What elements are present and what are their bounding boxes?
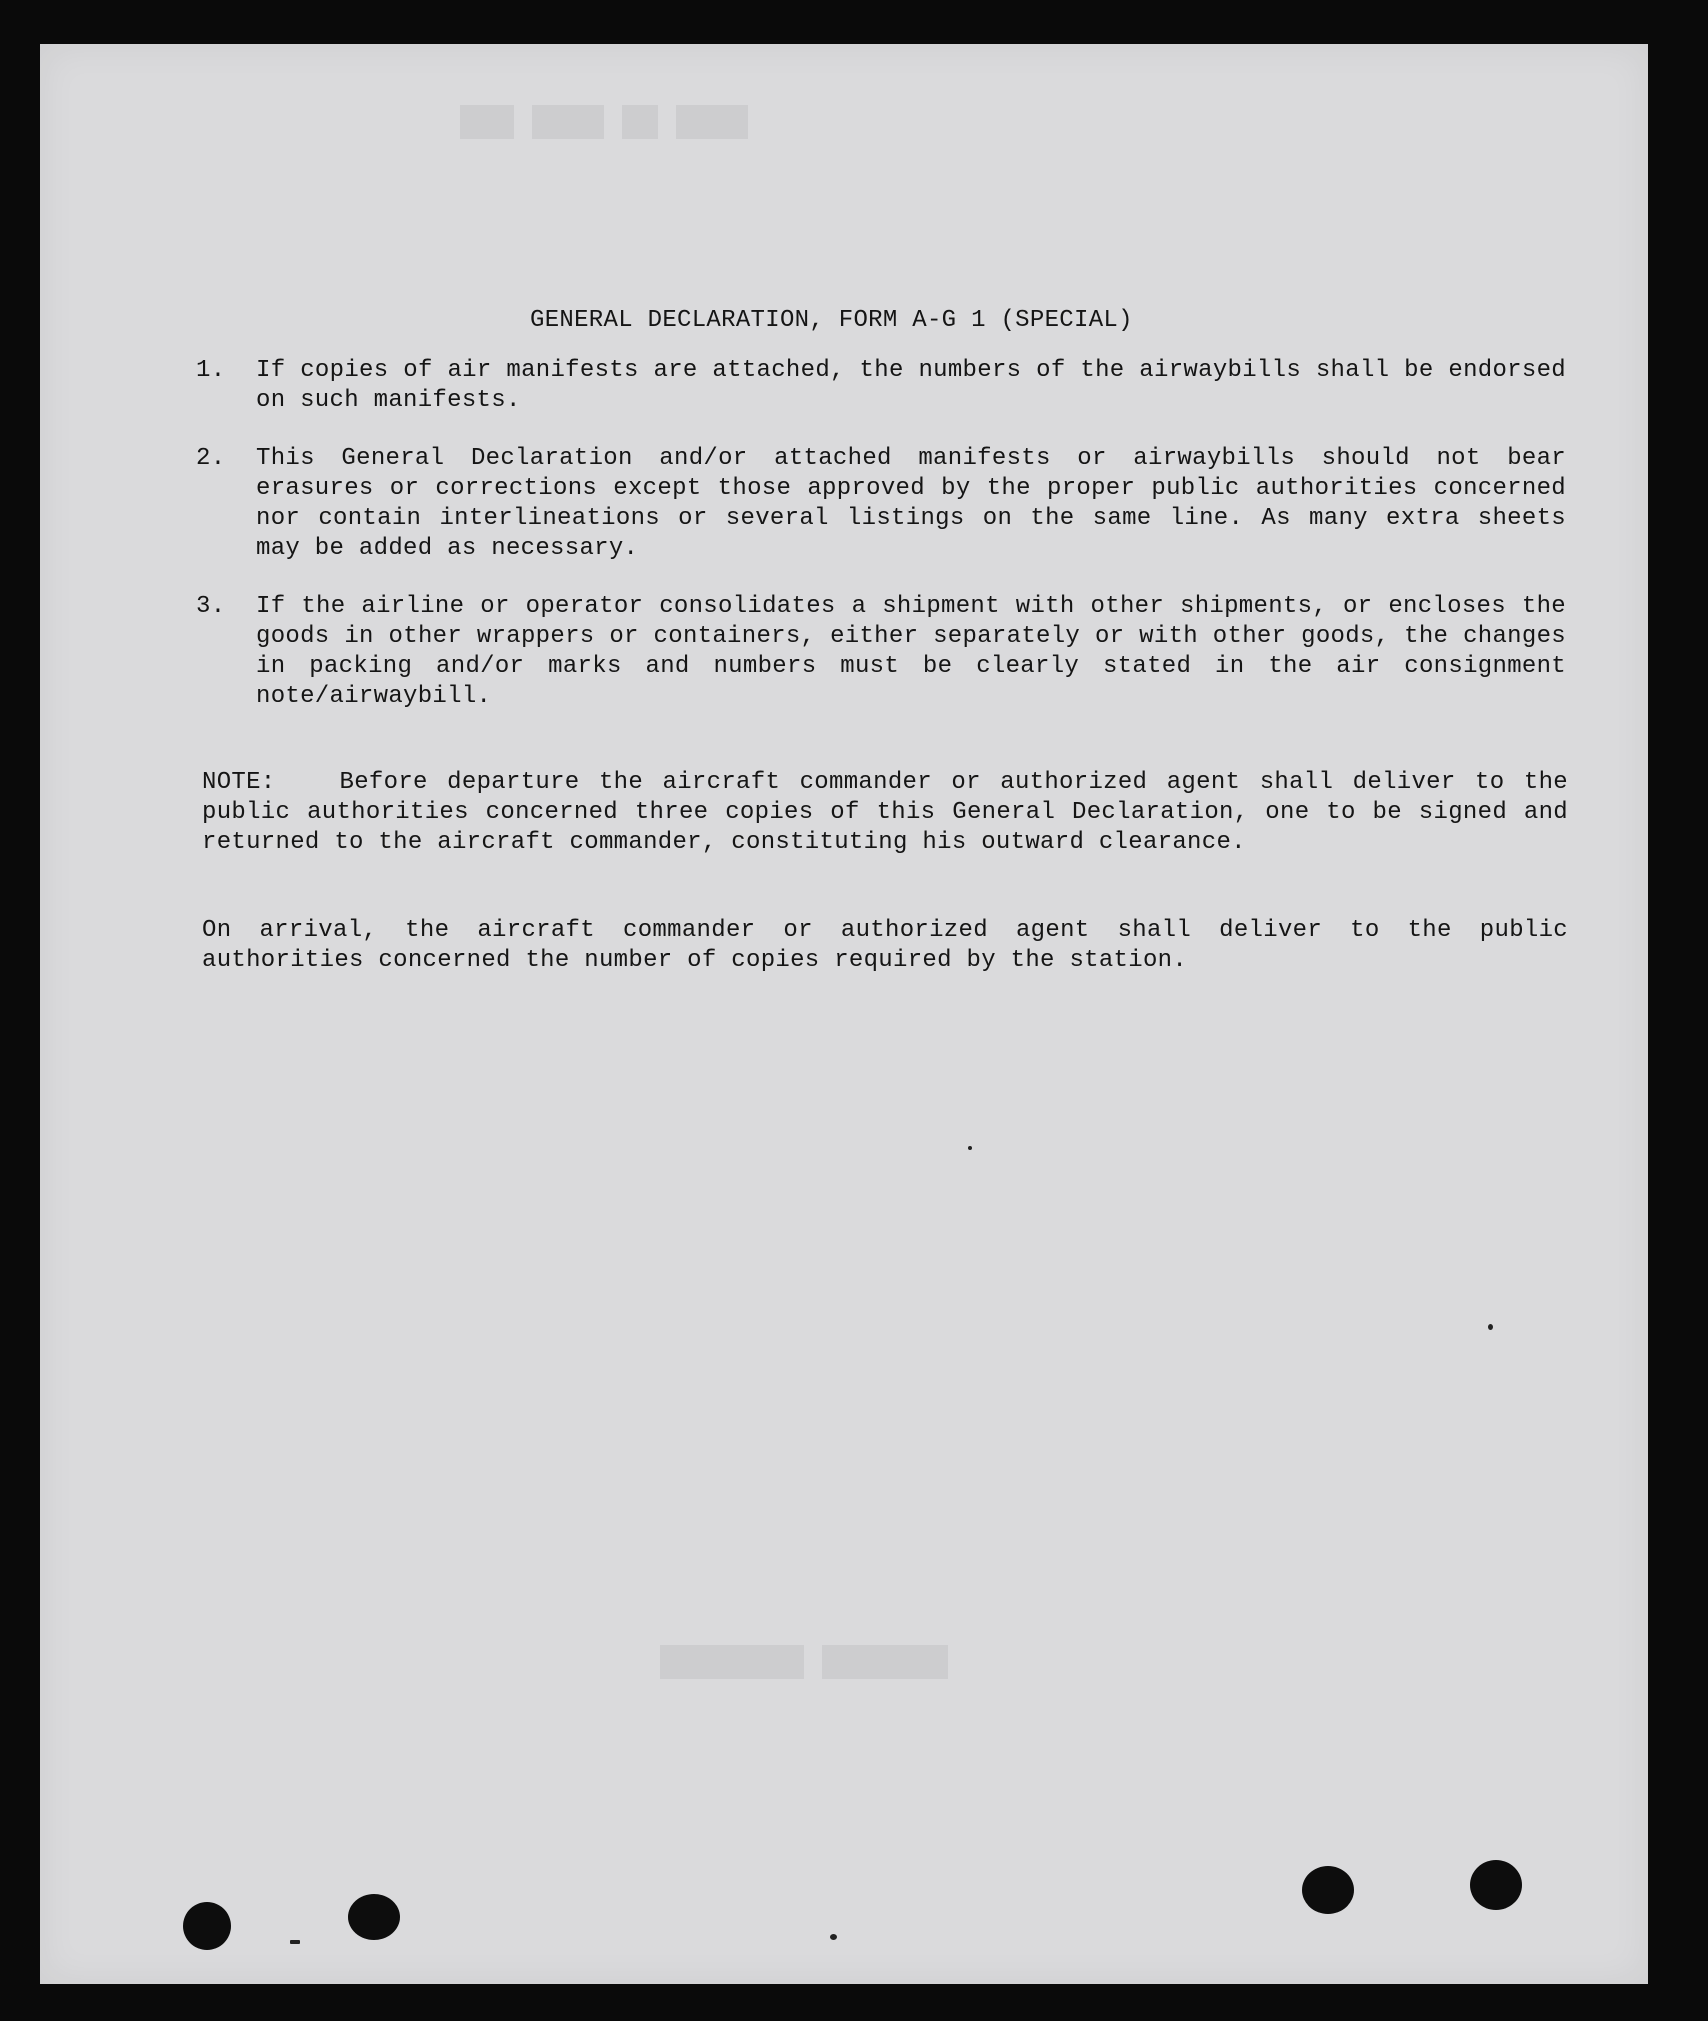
punch-hole <box>348 1894 400 1940</box>
note-text: Before departure the aircraft commander or authorized agent shall deliver to the public authorities concerned three copies of this General Declaration, one to be signed and returned to the aircraft commander, constituting his outward clearance. <box>202 769 1568 856</box>
list-item <box>196 356 1566 416</box>
dust-speck <box>830 1934 837 1940</box>
list-item <box>196 444 1566 564</box>
list-item <box>196 592 1566 712</box>
item-text: If the airline or operator consolidates a shipment with other shipments, or encloses the goods in other wrappers or containers, either separately or with other goods, the changes in packing and/or marks and numbers must be clearly stated in the air consignment note/airwaybill. <box>256 593 1566 710</box>
item-number: 2. <box>196 445 226 472</box>
dust-speck <box>1488 1324 1493 1330</box>
punch-hole <box>183 1902 231 1950</box>
dust-speck <box>290 1940 300 1944</box>
bleed-through-mark: ███ ████ ██ ████ <box>460 104 749 138</box>
item-text: If copies of air manifests are attached, the numbers of the airwaybills shall be endorsed on such manifests. <box>256 357 1566 414</box>
bleed-through-mark: ████████ ███████ <box>660 1644 949 1678</box>
note-label: NOTE: <box>202 769 276 796</box>
dust-speck <box>968 1146 972 1150</box>
arrival-paragraph: On arrival, the aircraft commander or authorized agent shall deliver to the public authorities concerned the number of copies required by the station. <box>202 917 1568 974</box>
item-number: 3. <box>196 593 226 620</box>
item-number: 1. <box>196 357 226 384</box>
document-title: GENERAL DECLARATION, FORM A-G 1 (SPECIAL) <box>530 307 1133 334</box>
punch-hole <box>1470 1860 1522 1910</box>
note-paragraph <box>202 768 1568 858</box>
punch-hole <box>1302 1866 1354 1914</box>
item-text: This General Declaration and/or attached manifests or airwaybills should not bear erasures or corrections except those approved by the proper public authorities concerned nor contain interlineations or several listings on the same line. As many extra sheets may be added as necessary. <box>256 445 1566 562</box>
paper-sheet <box>40 44 1648 1984</box>
